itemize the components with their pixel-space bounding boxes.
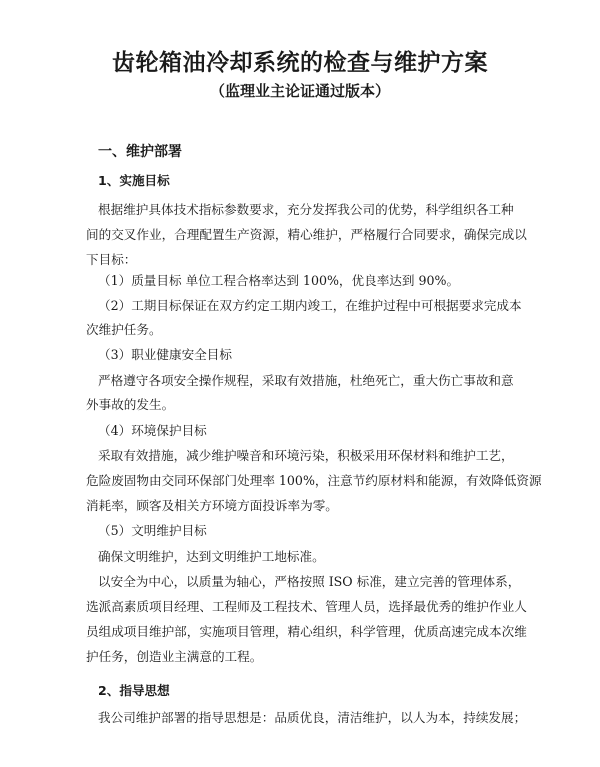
goal-schedule-line: 次维护任务。 [86,322,162,337]
section-heading: 一、维护部署 [98,144,182,160]
paragraph-line: 员组成项目维护部，实施项目管理，精心组织，科学管理，优质高速完成本次维 [86,624,527,639]
paragraph-line: 选派高素质项目经理、工程师及工程技术、管理人员，选择最优秀的维护作业人 [86,599,527,614]
subsection-heading: 2、指导思想 [98,683,170,698]
paragraph-line: 我公司维护部署的指导思想是：品质优良，清洁维护，以人为本，持续发展； [98,710,527,725]
goal-quality: （1）质量目标 单位工程合格率达到 100%，优良率达到 90%。 [98,273,460,288]
paragraph-line: 间的交叉作业，合理配置生产资源，精心维护，严格履行合同要求，确保完成以 [86,227,527,242]
paragraph-line: 以安全为中心，以质量为轴心，严格按照 ISO 标准，建立完善的管理体系， [98,574,521,589]
paragraph-line: 确保文明维护，达到文明维护工地标准。 [98,549,325,564]
goal-schedule-line: （2）工期目标保证在双方约定工期内竣工，在维护过程中可根据要求完成本 [98,298,522,313]
paragraph-line: 下目标： [86,252,137,267]
goal-environment-heading: （4）环境保护目标 [98,423,207,438]
paragraph-line: 采取有效措施，减少维护噪音和环境污染，积极采用环保材料和维护工艺， [98,448,514,463]
goal-safety-heading: （3）职业健康安全目标 [98,347,232,362]
goal-civilized-heading: （5）文明维护目标 [98,523,207,538]
paragraph-line: 消耗率，顾客及相关方环境方面投诉率为零。 [86,498,338,513]
paragraph-line: 根据维护具体技术指标参数要求，充分发挥我公司的优势，科学组织各工种 [98,202,514,217]
paragraph-line: 严格遵守各项安全操作规程，采取有效措施，杜绝死亡，重大伤亡事故和意 [98,373,514,388]
paragraph-line: 护任务，创造业主满意的工程。 [86,649,263,664]
paragraph-line: 危险废固物由交同环保部门处理率 100%，注意节约原材料和能源，有效降低资源 [86,473,542,488]
document-subtitle: （监理业主论证通过版本） [209,82,390,100]
subsection-heading: 1、实施目标 [98,173,170,188]
document-title: 齿轮箱油冷却系统的检查与维护方案 [112,50,488,76]
paragraph-line: 外事故的发生。 [86,397,175,412]
